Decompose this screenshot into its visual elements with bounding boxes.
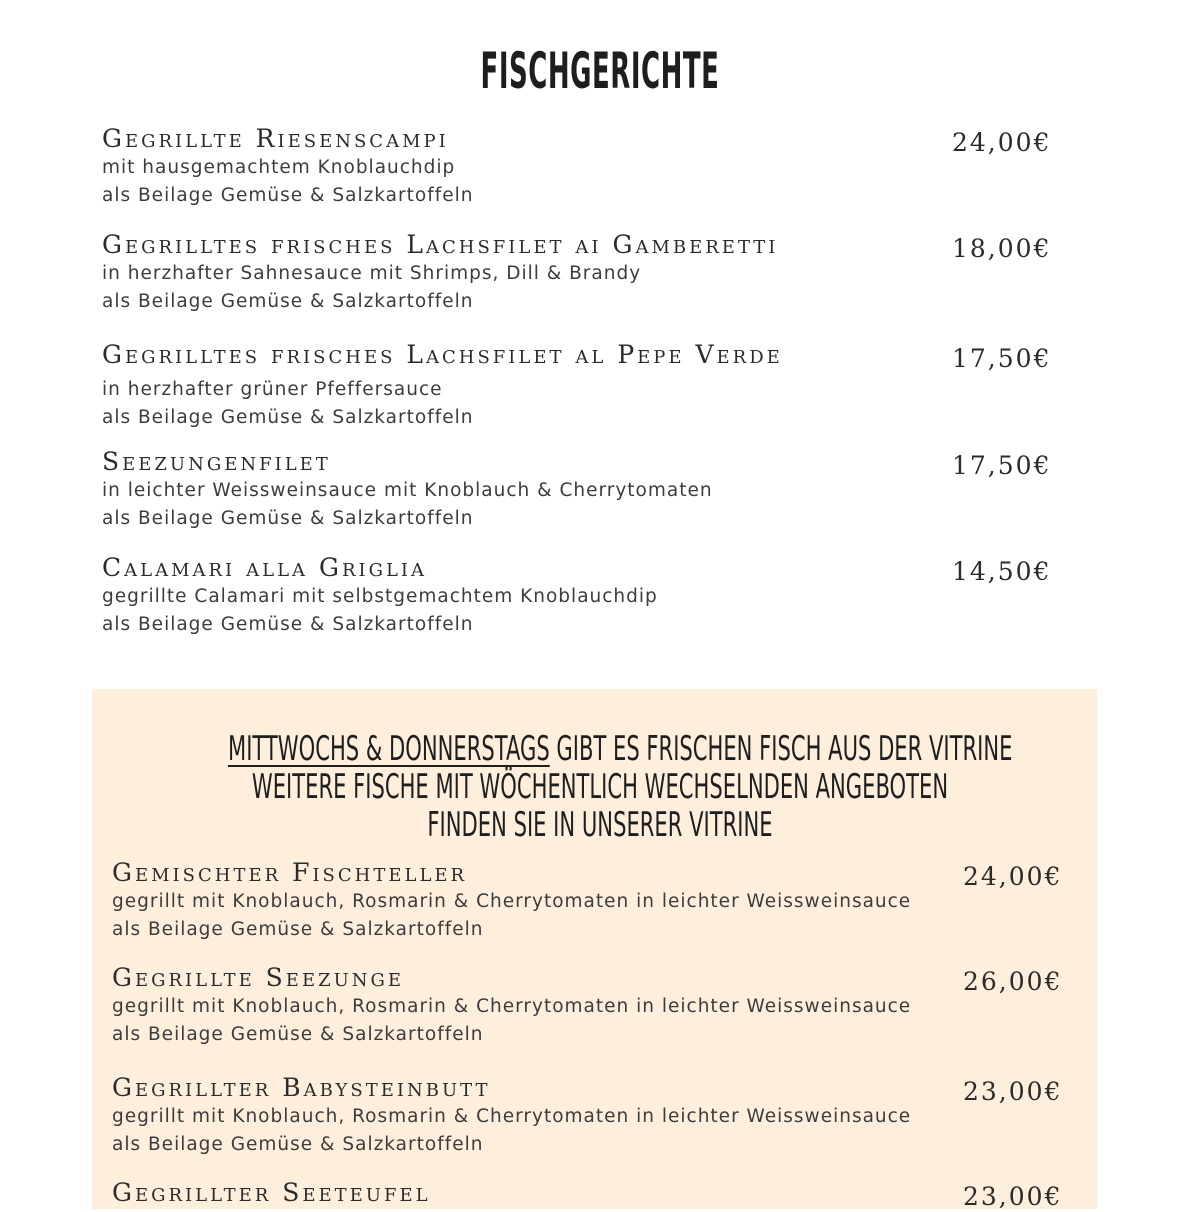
dish-price: 17,50€ [952, 344, 1052, 373]
dish-name: Gegrillte Seezunge [112, 963, 405, 992]
dish-item [102, 553, 658, 639]
special-dish-item [112, 1073, 911, 1159]
dish-name: Gegrillter Seeteufel [112, 1178, 431, 1207]
page-title: FISCHGERICHTE [480, 42, 720, 100]
dish-description: mit hausgemachtem Knoblauchdip [102, 157, 456, 178]
dish-item [102, 124, 473, 210]
dish-price: 17,50€ [952, 451, 1052, 480]
dish-item [102, 230, 778, 316]
heading-line-2: WEITERE FISCHE MIT WÖCHENTLICH WECHSELNDEN ANGEBOTEN [251, 767, 949, 807]
dish-description: gegrillt mit Knoblauch, Rosmarin & Cherrytomaten in leichter Weissweinsauce [112, 891, 912, 912]
dish-item [102, 340, 783, 432]
dish-side-dish: als Beilage Gemüse & Salzkartoffeln [102, 185, 474, 206]
dish-name: Calamari alla Griglia [102, 553, 428, 582]
dish-name: Gegrilltes frisches Lachsfilet ai Gamberetti [102, 230, 779, 259]
dish-description: gegrillt mit Knoblauch, Rosmarin & Cherrytomaten in leichter Weissweinsauce [112, 996, 912, 1017]
dish-item [102, 447, 713, 533]
dish-price: 24,00€ [952, 128, 1052, 157]
dish-name: Gegrillte Riesenscampi [102, 124, 449, 153]
dish-price: 24,00€ [963, 862, 1063, 891]
dish-price: 14,50€ [952, 557, 1052, 586]
heading-line-3: FINDEN SIE IN UNSERER VITRINE [427, 805, 773, 845]
dish-description: gegrillte Calamari mit selbstgemachtem Knoblauchdip [102, 586, 658, 607]
heading-line-1-rest: GIBT ES FRISCHEN FISCH AUS DER VITRINE [549, 729, 1013, 769]
dish-side-dish: als Beilage Gemüse & Salzkartoffeln [112, 1134, 484, 1155]
dish-name: Gemischter Fischteller [112, 858, 468, 887]
dish-price: 23,00€ [963, 1077, 1063, 1106]
dish-price: 18,00€ [952, 234, 1052, 263]
dish-name: Seezungenfilet [102, 447, 331, 476]
dish-description: gegrillt mit Knoblauch, Rosmarin & Cherrytomaten in leichter Weissweinsauce [112, 1106, 912, 1127]
dish-description: in herzhafter grüner Pfeffersauce [102, 379, 443, 400]
dish-name: Gegrilltes frisches Lachsfilet al Pepe Verde [102, 340, 783, 369]
dish-side-dish: als Beilage Gemüse & Salzkartoffeln [102, 407, 474, 428]
heading-line-1 [228, 729, 1013, 769]
dish-price: 23,00€ [963, 1182, 1063, 1211]
dish-side-dish: als Beilage Gemüse & Salzkartoffeln [102, 614, 474, 635]
dish-description: in herzhafter Sahnesauce mit Shrimps, Dill & Brandy [102, 263, 642, 284]
dish-side-dish: als Beilage Gemüse & Salzkartoffeln [102, 508, 474, 529]
dish-name: Gegrillter Babysteinbutt [112, 1073, 491, 1102]
special-dish-item [112, 858, 911, 944]
fresh-fish-heading [228, 729, 1013, 845]
special-dish-item [112, 1178, 431, 1208]
dish-description: in leichter Weissweinsauce mit Knoblauch & Cherrytomaten [102, 480, 713, 501]
dish-side-dish: als Beilage Gemüse & Salzkartoffeln [102, 291, 474, 312]
special-dish-item [112, 963, 911, 1049]
dish-side-dish: als Beilage Gemüse & Salzkartoffeln [112, 919, 484, 940]
dish-price: 26,00€ [963, 967, 1063, 996]
dish-side-dish: als Beilage Gemüse & Salzkartoffeln [112, 1024, 484, 1045]
heading-days-highlight: MITTWOCHS & DONNERSTAGS [228, 729, 550, 769]
